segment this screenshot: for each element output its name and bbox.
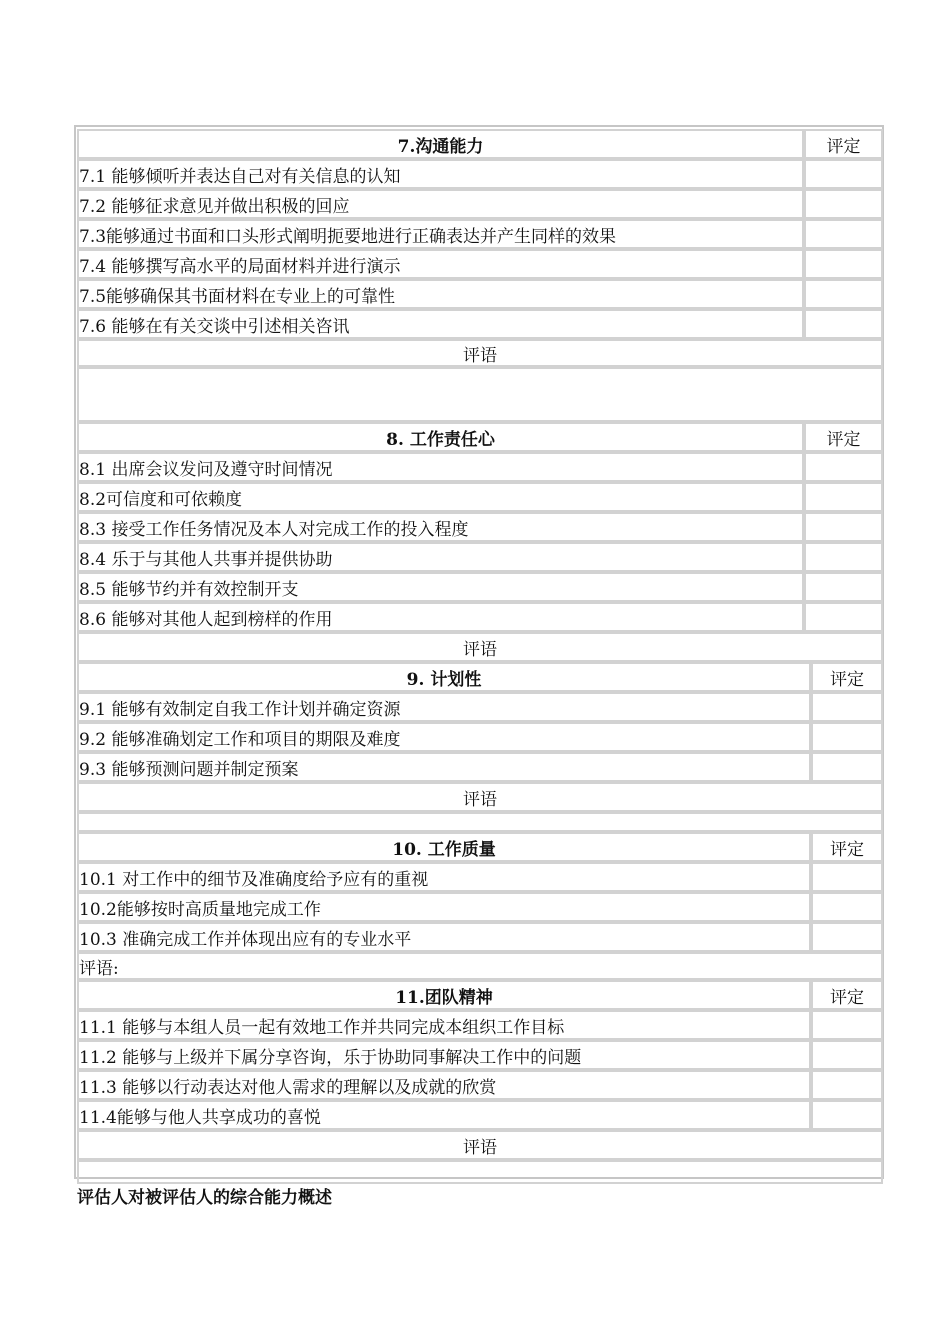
criterion-label: 9.3 能够预测问题并制定预案	[77, 752, 811, 782]
criterion-label: 7.3能够通过书面和口头形式阐明扼要地进行正确表达并产生同样的效果	[77, 219, 804, 249]
criterion-label: 8.5 能够节约并有效控制开支	[77, 572, 804, 602]
evaluation-table	[74, 125, 884, 1179]
score-header: 评定	[804, 129, 883, 159]
criterion-label: 11.3 能够以行动表达对他人需求的理解以及成就的欣赏	[77, 1070, 811, 1100]
criterion-label: 7.1 能够倾听并表达自己对有关信息的认知	[77, 159, 804, 189]
section-title: 7.沟通能力	[77, 129, 804, 159]
table-row	[77, 892, 883, 922]
score-cell[interactable]	[811, 922, 883, 952]
score-cell[interactable]	[804, 189, 883, 219]
score-cell[interactable]	[811, 692, 883, 722]
table-row	[77, 602, 883, 632]
summary-heading: 评估人对被评估人的综合能力概述	[77, 1188, 332, 1208]
score-cell[interactable]	[811, 862, 883, 892]
score-header: 评定	[811, 980, 883, 1010]
comment-label: 评语:	[77, 952, 883, 980]
score-cell[interactable]	[804, 452, 883, 482]
score-cell[interactable]	[811, 1070, 883, 1100]
score-header: 评定	[811, 832, 883, 862]
comment-label-row	[77, 339, 883, 367]
criterion-label: 7.5能够确保其书面材料在专业上的可靠性	[77, 279, 804, 309]
criterion-label: 8.4 乐于与其他人共事并提供协助	[77, 542, 804, 572]
criterion-label: 7.2 能够征求意见并做出积极的回应	[77, 189, 804, 219]
table-row	[77, 1040, 883, 1070]
score-cell[interactable]	[811, 1010, 883, 1040]
section-10-header	[77, 832, 883, 862]
criterion-label: 10.1 对工作中的细节及准确度给予应有的重视	[77, 862, 811, 892]
score-cell[interactable]	[804, 572, 883, 602]
score-cell[interactable]	[811, 1100, 883, 1130]
score-cell[interactable]	[804, 309, 883, 339]
criterion-label: 10.2能够按时高质量地完成工作	[77, 892, 811, 922]
criterion-label: 8.6 能够对其他人起到榜样的作用	[77, 602, 804, 632]
comment-label: 评语	[77, 632, 883, 662]
table-row	[77, 512, 883, 542]
section-9-header	[77, 662, 883, 692]
comment-area	[77, 812, 883, 832]
score-header: 评定	[804, 422, 883, 452]
comment-label-row	[77, 952, 883, 980]
table-row	[77, 922, 883, 952]
criterion-label: 9.1 能够有效制定自我工作计划并确定资源	[77, 692, 811, 722]
comment-field[interactable]	[77, 1160, 883, 1184]
table-row	[77, 1070, 883, 1100]
section-title: 11.团队精神	[77, 980, 811, 1010]
criterion-label: 8.2可信度和可依赖度	[77, 482, 804, 512]
comment-field[interactable]	[77, 812, 883, 832]
section-7-header	[77, 129, 883, 159]
comment-label-row	[77, 632, 883, 662]
score-header: 评定	[811, 662, 883, 692]
score-cell[interactable]	[804, 159, 883, 189]
table-row	[77, 452, 883, 482]
table-row	[77, 189, 883, 219]
table-row	[77, 1010, 883, 1040]
score-cell[interactable]	[804, 542, 883, 572]
table-row	[77, 862, 883, 892]
comment-area	[77, 1160, 883, 1184]
score-cell[interactable]	[804, 279, 883, 309]
score-cell[interactable]	[804, 512, 883, 542]
table-row	[77, 309, 883, 339]
criterion-label: 9.2 能够准确划定工作和项目的期限及难度	[77, 722, 811, 752]
score-cell[interactable]	[804, 482, 883, 512]
criterion-label: 7.4 能够撰写高水平的局面材料并进行演示	[77, 249, 804, 279]
table-row	[77, 279, 883, 309]
table-row	[77, 692, 883, 722]
comment-label: 评语	[77, 339, 883, 367]
section-title: 8. 工作责任心	[77, 422, 804, 452]
table-row	[77, 572, 883, 602]
criterion-label: 11.2 能够与上级并下属分享咨询，乐于协助同事解决工作中的问题	[77, 1040, 811, 1070]
score-cell[interactable]	[811, 892, 883, 922]
comment-label-row	[77, 1130, 883, 1160]
score-cell[interactable]	[811, 752, 883, 782]
table-row	[77, 722, 883, 752]
criterion-label: 8.1 出席会议发问及遵守时间情况	[77, 452, 804, 482]
table-row	[77, 1100, 883, 1130]
score-cell[interactable]	[811, 1040, 883, 1070]
criterion-label: 10.3 准确完成工作并体现出应有的专业水平	[77, 922, 811, 952]
table-row	[77, 542, 883, 572]
criterion-label: 11.4能够与他人共享成功的喜悦	[77, 1100, 811, 1130]
section-8-header	[77, 422, 883, 452]
table-row	[77, 159, 883, 189]
comment-label: 评语	[77, 1130, 883, 1160]
comment-field[interactable]	[77, 367, 883, 422]
criterion-label: 11.1 能够与本组人员一起有效地工作并共同完成本组织工作目标	[77, 1010, 811, 1040]
comment-label: 评语	[77, 782, 883, 812]
table-row	[77, 219, 883, 249]
comment-area	[77, 367, 883, 422]
score-cell[interactable]	[804, 249, 883, 279]
score-cell[interactable]	[804, 219, 883, 249]
table-row	[77, 482, 883, 512]
table-row	[77, 752, 883, 782]
section-title: 9. 计划性	[77, 662, 811, 692]
section-title: 10. 工作质量	[77, 832, 811, 862]
comment-label-row	[77, 782, 883, 812]
score-cell[interactable]	[804, 602, 883, 632]
criterion-label: 7.6 能够在有关交谈中引述相关咨讯	[77, 309, 804, 339]
score-cell[interactable]	[811, 722, 883, 752]
section-11-header	[77, 980, 883, 1010]
evaluation-rows	[77, 129, 883, 1184]
criterion-label: 8.3 接受工作任务情况及本人对完成工作的投入程度	[77, 512, 804, 542]
table-row	[77, 249, 883, 279]
